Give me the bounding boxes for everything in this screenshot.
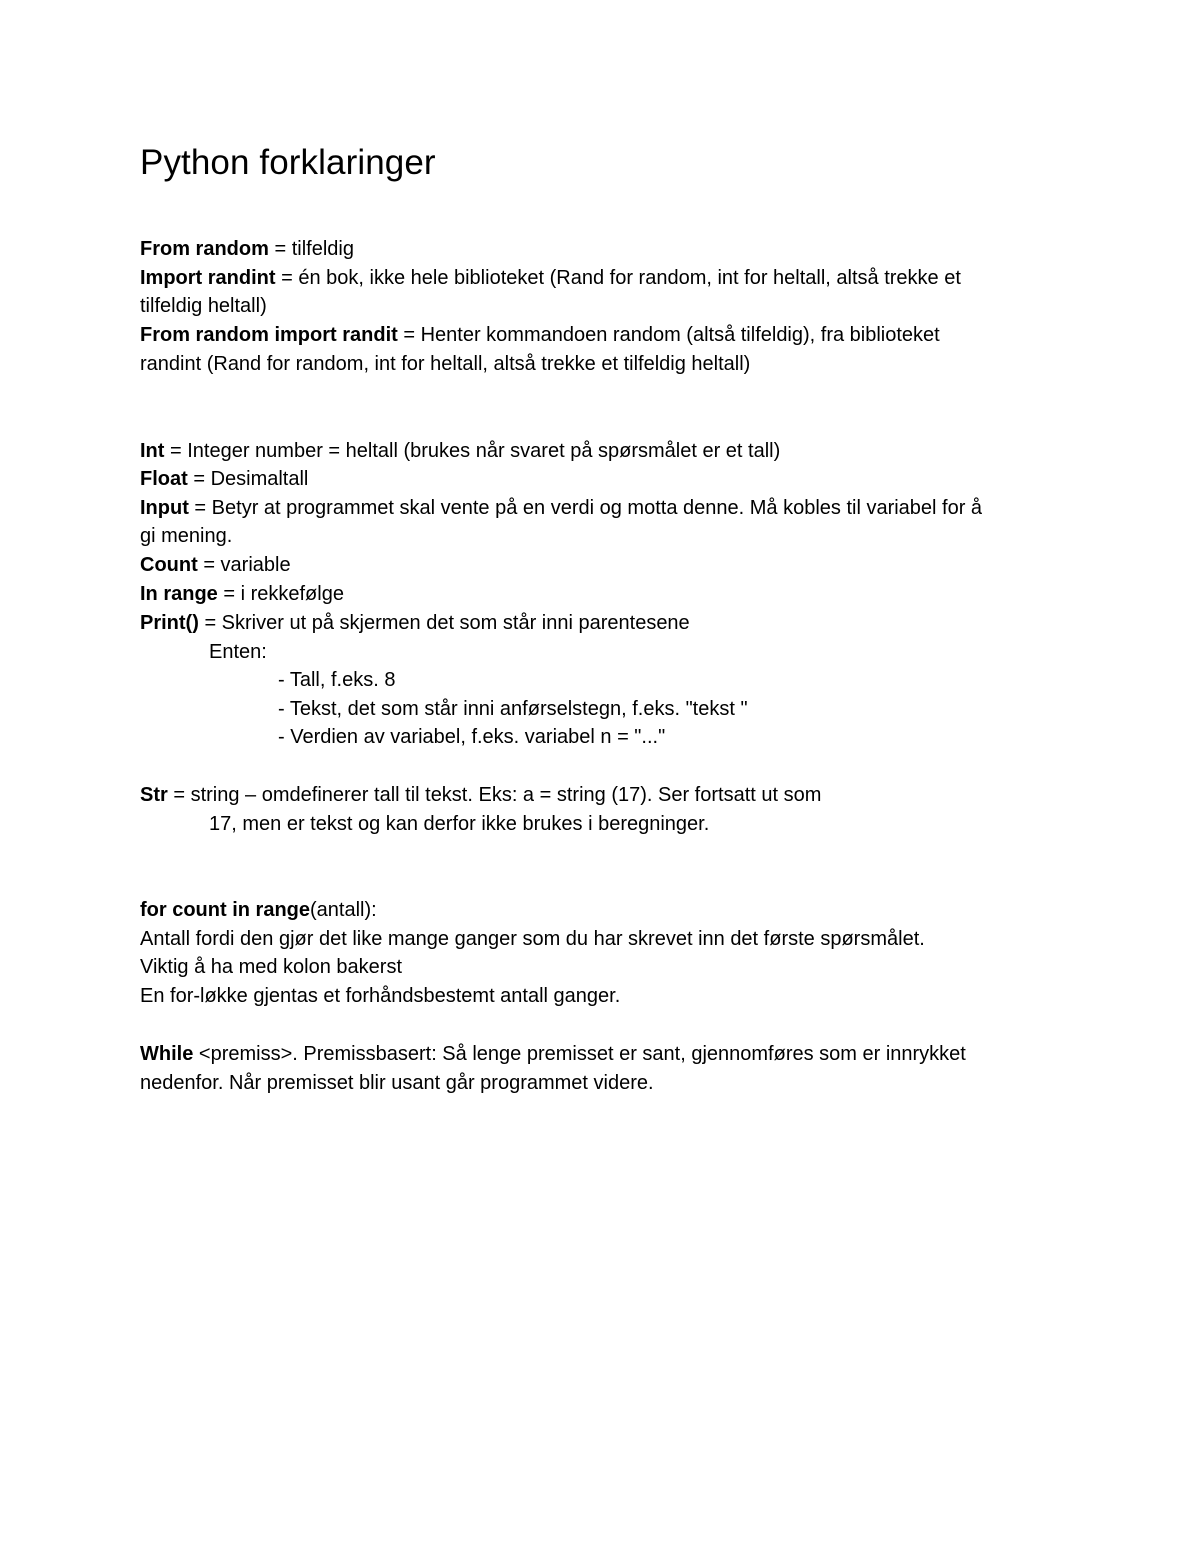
bullet-item: - Tall, f.eks. 8 bbox=[278, 669, 396, 691]
term-from-random-import: From random import randit bbox=[140, 324, 398, 346]
line-import-randint bbox=[140, 264, 961, 292]
line-while-cont: nedenfor. Når premisset blir usant går programmet videre. bbox=[140, 1072, 654, 1094]
term-print: Print() bbox=[140, 612, 199, 634]
bullet-item: - Verdien av variabel, f.eks. variabel n = "..." bbox=[278, 726, 666, 748]
line-for-loop-2: Antall fordi den gjør det like mange ganger som du har skrevet inn det første spørsmålet. bbox=[140, 928, 925, 950]
term-import-randint: Import randint bbox=[140, 267, 276, 289]
def-int: = Integer number = heltall (brukes når svaret på spørsmålet er et tall) bbox=[164, 440, 781, 462]
term-str: Str bbox=[140, 784, 168, 806]
term-from-random: From random bbox=[140, 238, 269, 260]
term-input: Input bbox=[140, 497, 189, 519]
document-title: Python forklaringer bbox=[140, 143, 436, 182]
def-while: <premiss>. Premissbasert: Så lenge premisset er sant, gjennomføres som er innrykket bbox=[193, 1043, 966, 1065]
line-from-random-import-cont: randint (Rand for random, int for heltall, altså trekke et tilfeldig heltall) bbox=[140, 353, 751, 375]
line-print bbox=[140, 609, 690, 637]
term-float: Float bbox=[140, 468, 188, 490]
line-for-loop-4: En for-løkke gjentas et forhåndsbestemt antall ganger. bbox=[140, 985, 621, 1007]
def-import-randint: = én bok, ikke hele biblioteket (Rand for random, int for heltall, altså trekke et bbox=[275, 267, 961, 289]
def-input: = Betyr at programmet skal vente på en verdi og motta denne. Må kobles til variabel for å bbox=[188, 497, 983, 519]
def-from-random: = tilfeldig bbox=[268, 238, 354, 260]
line-str bbox=[140, 781, 821, 809]
line-input bbox=[140, 494, 982, 522]
line-for-loop-3: Viktig å ha med kolon bakerst bbox=[140, 956, 403, 978]
line-import-randint-cont: tilfeldig heltall) bbox=[140, 295, 267, 317]
line-input-cont: gi mening. bbox=[140, 525, 233, 547]
def-str: = string – omdefinerer tall til tekst. Eks: a = string (17). Ser fortsatt ut som bbox=[167, 784, 822, 806]
line-enten: Enten: bbox=[209, 641, 267, 663]
term-while: While bbox=[140, 1043, 194, 1065]
bullet-item: - Tekst, det som står inni anførselstegn, f.eks. "tekst " bbox=[278, 698, 748, 720]
def-count: = variable bbox=[197, 554, 291, 576]
term-in-range: In range bbox=[140, 583, 218, 605]
line-from-random bbox=[140, 235, 354, 263]
line-str-cont: 17, men er tekst og kan derfor ikke brukes i beregninger. bbox=[209, 813, 710, 835]
line-float bbox=[140, 465, 308, 493]
def-from-random-import: = Henter kommandoen random (altså tilfeldig), fra biblioteket bbox=[397, 324, 940, 346]
def-float: = Desimaltall bbox=[187, 468, 309, 490]
def-print: = Skriver ut på skjermen det som står inni parentesene bbox=[198, 612, 690, 634]
line-while bbox=[140, 1040, 966, 1068]
line-int bbox=[140, 437, 780, 465]
def-for-loop: (antall): bbox=[310, 899, 377, 921]
line-in-range bbox=[140, 580, 344, 608]
term-for-loop: for count in range bbox=[140, 899, 310, 921]
def-in-range: = i rekkefølge bbox=[217, 583, 344, 605]
term-int: Int bbox=[140, 440, 165, 462]
line-from-random-import bbox=[140, 321, 940, 349]
term-count: Count bbox=[140, 554, 198, 576]
line-count bbox=[140, 551, 291, 579]
line-for-loop bbox=[140, 896, 377, 924]
